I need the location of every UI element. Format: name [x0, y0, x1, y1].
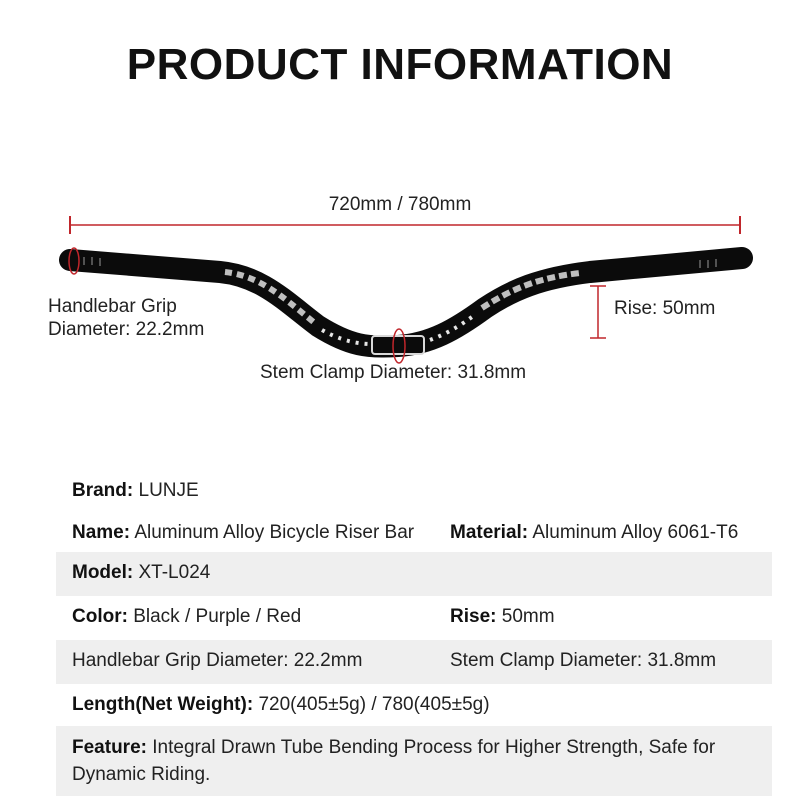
grip-diameter-text: Handlebar Grip Diameter: 22.2mm [72, 650, 363, 671]
width-dimension-line [70, 216, 740, 234]
grip-diameter-label [48, 295, 204, 341]
spec-row-brand [56, 470, 772, 512]
stem-clamp-label: Stem Clamp Diameter: 31.8mm [260, 362, 527, 383]
name-value: Aluminum Alloy Bicycle Riser Bar [134, 522, 415, 543]
material-value: Aluminum Alloy 6061-T6 [532, 522, 739, 543]
spec-row-name [56, 512, 772, 552]
rise-value: 50mm [501, 606, 555, 627]
page-title: PRODUCT INFORMATION [126, 40, 674, 89]
length-value: 720(405±5g) / 780(405±5g) [258, 694, 490, 715]
spec-row-model [56, 552, 772, 596]
spec-table [56, 470, 772, 796]
feature-key: Feature: [72, 737, 147, 758]
color-value: Black / Purple / Red [133, 606, 302, 627]
spec-row-color [56, 596, 772, 640]
spec-row-feature [56, 726, 772, 796]
stem-clamp-text: Stem Clamp Diameter: 31.8mm [450, 650, 717, 671]
name-key: Name: [72, 522, 131, 543]
spec-row-length [56, 684, 772, 726]
rise-dimension-line [590, 286, 606, 338]
width-label: 720mm / 780mm [328, 194, 472, 215]
model-value: XT-L024 [138, 562, 211, 583]
brand-key: Brand: [72, 480, 134, 501]
handlebar-diagram [0, 180, 800, 400]
brand-value: LUNJE [138, 480, 199, 501]
grip-label-line1: Handlebar Grip [48, 296, 177, 317]
feature-value: Integral Drawn Tube Bending Process for Higher Strength, Safe for Dynamic Riding. [72, 737, 716, 785]
length-key: Length(Net Weight): [72, 694, 254, 715]
rise-key: Rise: [450, 606, 497, 627]
grip-label-line2: Diameter: 22.2mm [48, 319, 205, 340]
spec-row-diameters [56, 640, 772, 684]
color-key: Color: [72, 606, 128, 627]
rise-label: Rise: 50mm [614, 298, 716, 319]
model-key: Model: [72, 562, 134, 583]
material-key: Material: [450, 522, 529, 543]
